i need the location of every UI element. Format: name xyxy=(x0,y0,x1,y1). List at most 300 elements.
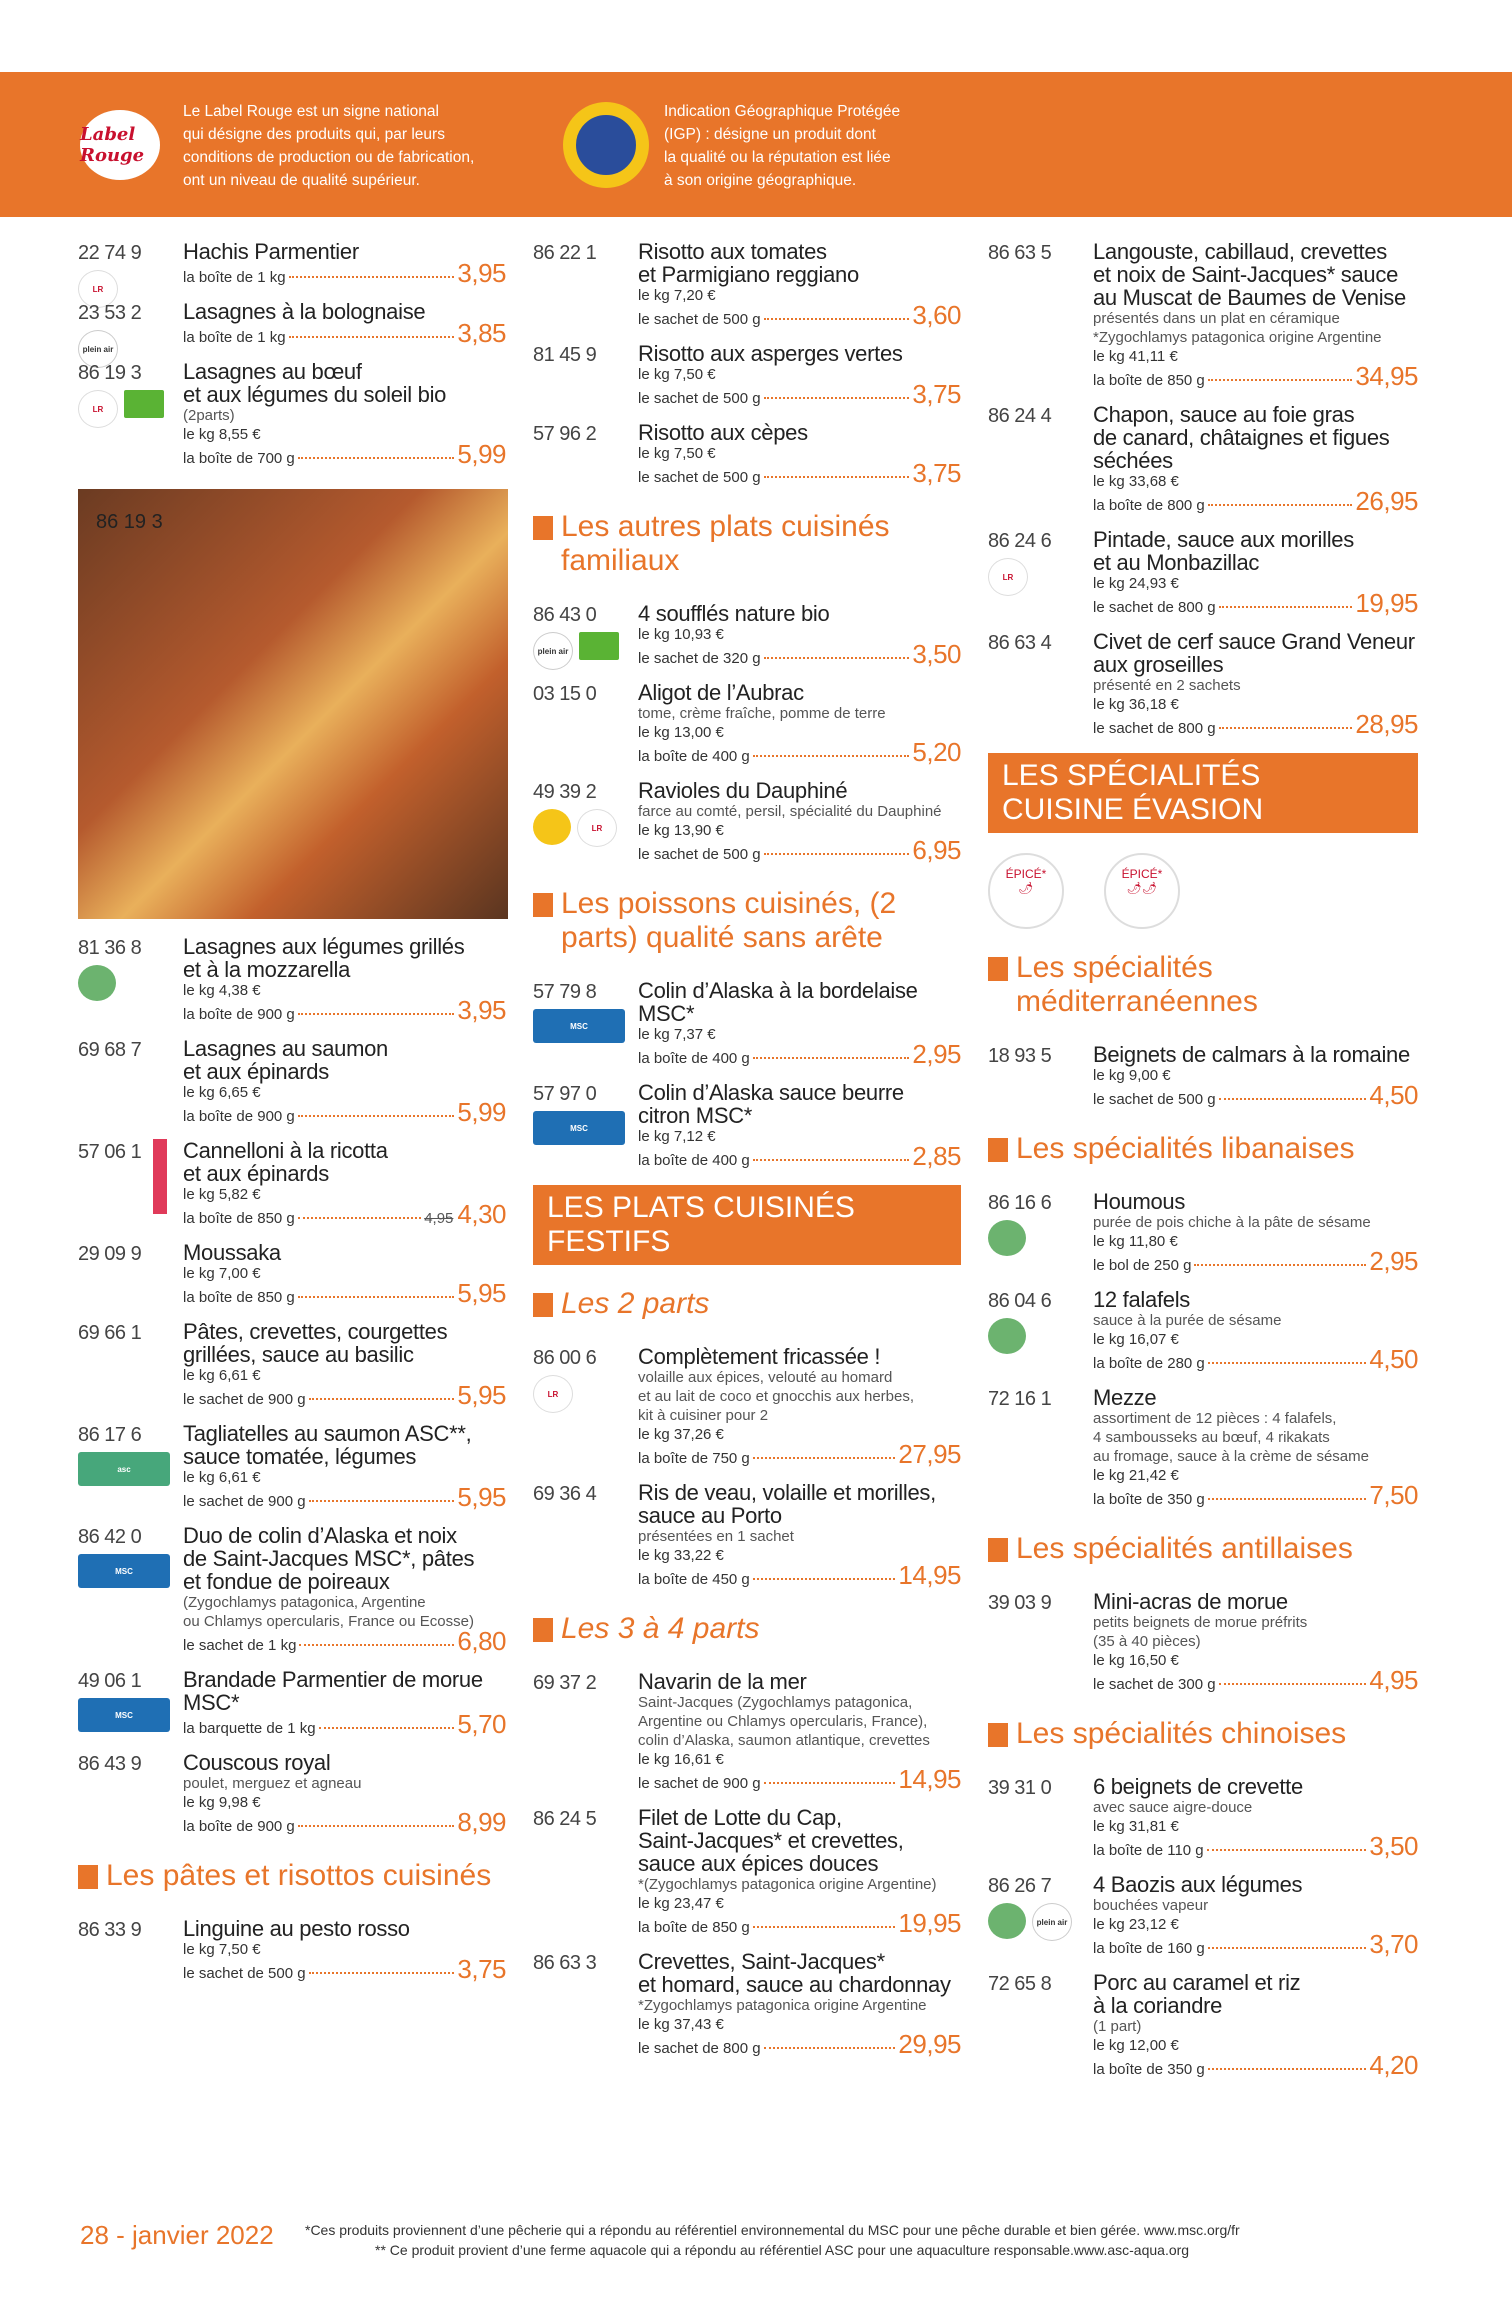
dot-leader xyxy=(753,1926,896,1928)
lasagna-photo xyxy=(78,489,508,919)
price: 26,95 xyxy=(1355,486,1418,516)
price-line xyxy=(1093,2050,1418,2080)
price: 6,95 xyxy=(912,835,961,865)
product-description: colin d’Alaska, saumon atlantique, crevettes xyxy=(638,1732,930,1749)
section-title: Les spécialités antillaises xyxy=(988,1532,1418,1566)
product-name: Pâtes, crevettes, courgettes xyxy=(183,1319,448,1344)
product-item xyxy=(533,602,961,669)
price-per-kg: le kg 24,93 € xyxy=(1093,575,1179,592)
product-body xyxy=(1093,1971,1418,2080)
price: 34,95 xyxy=(1355,361,1418,391)
price: 3,60 xyxy=(912,300,961,330)
product-badges xyxy=(988,558,1028,596)
igp-logo xyxy=(563,102,649,188)
package-label: la boîte de 850 g xyxy=(183,1289,295,1306)
product-item xyxy=(988,1043,1418,1110)
product-code: 72 65 8 xyxy=(988,1973,1052,1995)
package-label: la boîte de 700 g xyxy=(183,450,295,467)
package-label: la boîte de 400 g xyxy=(638,748,750,765)
product-code: 86 16 6 xyxy=(988,1192,1052,1214)
price-per-kg: le kg 41,11 € xyxy=(1093,348,1178,365)
price-per-kg: le kg 33,68 € xyxy=(1093,473,1179,490)
price-per-kg: le kg 7,50 € xyxy=(638,366,716,383)
product-name: Chapon, sauce au foie gras xyxy=(1093,402,1355,427)
product-name: sauce tomatée, légumes xyxy=(183,1444,417,1469)
column-1 xyxy=(78,240,506,1996)
product-code: 39 31 0 xyxy=(988,1777,1052,1799)
product-name: de Saint-Jacques MSC*, pâtes xyxy=(183,1546,475,1571)
price: 5,95 xyxy=(457,1482,506,1512)
price-per-kg: le kg 37,26 € xyxy=(638,1426,724,1443)
product-code: 03 15 0 xyxy=(533,683,597,705)
price-per-kg: le kg 21,42 € xyxy=(1093,1467,1179,1484)
package-label: le sachet de 500 g xyxy=(1093,1091,1216,1108)
product-item xyxy=(78,1139,506,1229)
price-line xyxy=(183,258,506,288)
product-name: et Parmigiano reggiano xyxy=(638,262,859,287)
column-2 xyxy=(533,240,961,2071)
package-label: le sachet de 300 g xyxy=(1093,1676,1216,1693)
info-banner xyxy=(0,72,1512,217)
price: 19,95 xyxy=(1355,588,1418,618)
price: 3,50 xyxy=(912,639,961,669)
product-name: Linguine au pesto rosso xyxy=(183,1916,410,1941)
product-name: Complètement fricassée ! xyxy=(638,1344,881,1369)
product-badges xyxy=(533,809,617,847)
label-rouge-text xyxy=(183,100,474,192)
vegetarian-icon xyxy=(988,1318,1026,1354)
product-badges xyxy=(533,1111,625,1145)
dot-leader xyxy=(309,1972,455,1974)
product-item xyxy=(533,979,961,1069)
package-label: le sachet de 900 g xyxy=(638,1775,761,1792)
price-per-kg: le kg 12,00 € xyxy=(1093,2037,1179,2054)
price-per-kg: le kg 6,65 € xyxy=(183,1084,261,1101)
product-description: assortiment de 12 pièces : 4 falafels, xyxy=(1093,1410,1337,1427)
product-name: au Muscat de Baumes de Venise xyxy=(1093,285,1406,310)
product-body xyxy=(638,1670,961,1794)
banner-line: qui désigne des produits qui, par leurs xyxy=(183,126,445,143)
product-name: Filet de Lotte du Cap, xyxy=(638,1805,842,1830)
product-item xyxy=(988,528,1418,618)
product-code: 86 42 0 xyxy=(78,1526,142,1548)
dot-leader xyxy=(1219,1098,1367,1100)
product-name: MSC* xyxy=(638,1001,695,1026)
price-line xyxy=(638,2029,961,2059)
product-item xyxy=(533,240,961,330)
product-description: (2parts) xyxy=(183,407,235,424)
banner-line: ont un niveau de qualité supérieur. xyxy=(183,172,420,189)
product-body xyxy=(183,1668,506,1739)
dot-leader xyxy=(1207,1849,1367,1851)
dot-leader xyxy=(753,1159,910,1161)
package-label: la boîte de 450 g xyxy=(638,1571,750,1588)
msc-icon: MSC xyxy=(533,1009,625,1043)
product-name: Hachis Parmentier xyxy=(183,239,359,264)
price: 2,95 xyxy=(1369,1246,1418,1276)
product-item xyxy=(988,1873,1418,1959)
product-code: 86 24 5 xyxy=(533,1808,597,1830)
product-description: petits beignets de morue préfrits xyxy=(1093,1614,1308,1631)
product-body xyxy=(638,681,961,767)
dot-leader xyxy=(319,1727,455,1729)
price-per-kg: le kg 4,38 € xyxy=(183,982,261,999)
product-body xyxy=(638,1806,961,1938)
price-per-kg: le kg 33,22 € xyxy=(638,1547,724,1564)
section-title: Les poissons cuisinés, (2 parts) qualité sans arête xyxy=(533,887,961,955)
product-item xyxy=(78,1668,506,1739)
product-body xyxy=(183,1139,506,1229)
label-rouge-icon: LR xyxy=(577,809,617,847)
product-item xyxy=(533,1950,961,2059)
product-name: Duo de colin d’Alaska et noix xyxy=(183,1523,457,1548)
section-title: Les spécialités chinoises xyxy=(988,1717,1418,1751)
igp-text xyxy=(664,100,900,192)
price: 6,80 xyxy=(457,1626,506,1656)
product-code: 86 17 6 xyxy=(78,1424,142,1446)
product-body xyxy=(1093,1043,1418,1110)
page-footer: 28 - janvier 2022 xyxy=(80,2220,274,2250)
dot-leader xyxy=(1208,2068,1367,2070)
price-line xyxy=(183,1807,506,1837)
product-name: et aux légumes du soleil bio xyxy=(183,382,447,407)
package-label: la boîte de 110 g xyxy=(1093,1842,1204,1859)
dot-leader xyxy=(1219,727,1353,729)
package-label: la boîte de 850 g xyxy=(1093,372,1205,389)
product-item xyxy=(533,342,961,409)
dot-leader xyxy=(1208,504,1353,506)
label-rouge-logo xyxy=(80,110,160,180)
product-name: Lasagnes à la bolognaise xyxy=(183,299,426,324)
product-code: 57 79 8 xyxy=(533,981,597,1003)
product-name: Risotto aux tomates xyxy=(638,239,827,264)
product-description: (1 part) xyxy=(1093,2018,1142,2035)
price-line xyxy=(1093,588,1418,618)
package-label: la boîte de 900 g xyxy=(183,1108,295,1125)
product-name: Pintade, sauce aux morilles xyxy=(1093,527,1354,552)
product-code: 86 04 6 xyxy=(988,1290,1052,1312)
product-body xyxy=(1093,1386,1418,1510)
product-code: 22 74 9 xyxy=(78,242,142,264)
product-name: Lasagnes au bœuf xyxy=(183,359,362,384)
price-per-kg: le kg 13,00 € xyxy=(638,724,724,741)
price: 5,95 xyxy=(457,1278,506,1308)
product-body xyxy=(183,300,506,348)
product-item xyxy=(533,1345,961,1469)
product-item xyxy=(78,360,506,469)
product-body xyxy=(638,779,961,865)
dot-leader xyxy=(298,1217,421,1219)
product-item xyxy=(78,935,506,1025)
price-line xyxy=(183,1097,506,1127)
price-per-kg: le kg 23,12 € xyxy=(1093,1916,1179,1933)
label-rouge-icon: LR xyxy=(78,270,118,308)
product-name: Navarin de la mer xyxy=(638,1669,807,1694)
product-description: *Zygochlamys patagonica origine Argentine xyxy=(1093,329,1382,346)
msc-icon: MSC xyxy=(533,1111,625,1145)
product-name: Ravioles du Dauphiné xyxy=(638,778,848,803)
product-name: Cannelloni à la ricotta xyxy=(183,1138,388,1163)
product-name: Moussaka xyxy=(183,1240,281,1265)
product-name: et noix de Saint-Jacques* sauce xyxy=(1093,262,1399,287)
product-item xyxy=(533,1081,961,1171)
price-line xyxy=(1093,1344,1418,1374)
product-name: sauce au Porto xyxy=(638,1503,782,1528)
vegetarian-icon xyxy=(988,1903,1026,1939)
dot-leader xyxy=(1219,1683,1367,1685)
dot-leader xyxy=(1219,606,1353,608)
product-name: Risotto aux cèpes xyxy=(638,420,808,445)
label-rouge-icon: LR xyxy=(78,390,118,428)
product-name: Lasagnes au saumon xyxy=(183,1036,388,1061)
product-item xyxy=(533,1481,961,1590)
price-line xyxy=(1093,1480,1418,1510)
product-description: et au lait de coco et gnocchis aux herbes, xyxy=(638,1388,915,1405)
dot-leader xyxy=(764,476,910,478)
bio-icon xyxy=(579,632,619,660)
price-per-kg: le kg 31,81 € xyxy=(1093,1818,1179,1835)
dot-leader xyxy=(1208,1362,1367,1364)
product-item xyxy=(78,1422,506,1512)
product-code: 86 63 5 xyxy=(988,242,1052,264)
product-badges xyxy=(533,1375,573,1413)
product-code: 49 06 1 xyxy=(78,1670,142,1692)
price-per-kg: le kg 16,07 € xyxy=(1093,1331,1179,1348)
product-item xyxy=(988,1386,1418,1510)
banner-line: la qualité ou la réputation est liée xyxy=(664,149,891,166)
product-name: sauce aux épices douces xyxy=(638,1851,879,1876)
price-line xyxy=(1093,1665,1418,1695)
spice-label: ÉPICÉ* xyxy=(1005,867,1047,881)
product-name: Ris de veau, volaille et morilles, xyxy=(638,1480,936,1505)
product-description: avec sauce aigre-douce xyxy=(1093,1799,1253,1816)
product-item xyxy=(78,1524,506,1656)
igp-icon xyxy=(533,809,571,845)
price: 7,50 xyxy=(1369,1480,1418,1510)
dot-leader xyxy=(298,1115,455,1117)
package-label: la boîte de 350 g xyxy=(1093,1491,1205,1508)
product-code: 86 00 6 xyxy=(533,1347,597,1369)
product-item xyxy=(988,403,1418,516)
product-item xyxy=(533,421,961,488)
price-line xyxy=(638,1141,961,1171)
package-label: la boîte de 850 g xyxy=(638,1919,750,1936)
product-description: Saint-Jacques (Zygochlamys patagonica, xyxy=(638,1694,913,1711)
price-line xyxy=(638,1560,961,1590)
product-body xyxy=(638,1345,961,1469)
dot-leader xyxy=(298,1013,455,1015)
price-line xyxy=(638,458,961,488)
price-line xyxy=(183,1380,506,1410)
vegetarian-icon xyxy=(988,1220,1026,1256)
package-label: le sachet de 800 g xyxy=(1093,720,1216,737)
package-label: le sachet de 900 g xyxy=(183,1493,306,1510)
festive-banner: LES PLATS CUISINÉS FESTIFS xyxy=(533,1185,961,1265)
product-description: kit à cuisiner pour 2 xyxy=(638,1407,769,1424)
dot-leader xyxy=(753,1578,896,1580)
product-code: 23 53 2 xyxy=(78,302,142,324)
product-description: Argentine ou Chlamys opercularis, France), xyxy=(638,1713,928,1730)
price-line xyxy=(183,995,506,1025)
product-body xyxy=(638,421,961,488)
package-label: le sachet de 1 kg xyxy=(183,1637,297,1654)
package-label: le sachet de 900 g xyxy=(183,1391,306,1408)
product-description: farce au comté, persil, spécialité du Dauphiné xyxy=(638,803,942,820)
price: 3,75 xyxy=(912,379,961,409)
footnote-msc: *Ces produits proviennent d’une pêcherie qui a répondu au référentiel environnemental du MSC pour une pêche durable et bien gérée. www.msc.org/fr xyxy=(305,2222,1240,2238)
product-name: Couscous royal xyxy=(183,1750,331,1775)
product-name: Mini-acras de morue xyxy=(1093,1589,1288,1614)
label-rouge-logo-text: Label Rouge xyxy=(80,124,145,166)
dot-leader xyxy=(1208,1498,1367,1500)
msc-icon: MSC xyxy=(78,1554,170,1588)
package-label: la barquette de 1 kg xyxy=(183,1720,316,1737)
product-description: purée de pois chiche à la pâte de sésame xyxy=(1093,1214,1371,1231)
product-description: présentées en 1 sachet xyxy=(638,1528,794,1545)
section-title: Les 2 parts xyxy=(533,1287,961,1321)
package-label: la boîte de 280 g xyxy=(1093,1355,1205,1372)
dot-leader xyxy=(298,457,455,459)
dot-leader xyxy=(764,318,910,320)
dot-leader xyxy=(1208,379,1353,381)
product-code: 49 39 2 xyxy=(533,781,597,803)
product-name: de canard, châtaignes et figues xyxy=(1093,425,1390,450)
product-body xyxy=(183,935,506,1025)
product-body xyxy=(638,1950,961,2059)
section-title: Les 3 à 4 parts xyxy=(533,1612,961,1646)
price: 5,70 xyxy=(457,1709,506,1739)
product-code: 69 66 1 xyxy=(78,1322,142,1344)
price: 5,95 xyxy=(457,1380,506,1410)
product-code: 86 33 9 xyxy=(78,1919,142,1941)
product-body xyxy=(183,1422,506,1512)
package-label: la boîte de 350 g xyxy=(1093,2061,1205,2078)
label-rouge-icon: LR xyxy=(533,1375,573,1413)
dot-leader xyxy=(753,755,910,757)
product-body xyxy=(1093,1873,1418,1959)
price: 3,70 xyxy=(1369,1929,1418,1959)
price: 19,95 xyxy=(898,1908,961,1938)
product-body xyxy=(1093,630,1418,739)
product-code: 86 43 9 xyxy=(78,1753,142,1775)
product-code: 57 06 1 xyxy=(78,1141,142,1163)
product-name: Porc au caramel et riz xyxy=(1093,1970,1301,1995)
price-per-kg: le kg 9,98 € xyxy=(183,1794,261,1811)
package-label: la boîte de 850 g xyxy=(183,1210,295,1227)
product-body xyxy=(183,1917,506,1984)
banner-line: conditions de production ou de fabrication, xyxy=(183,149,475,166)
product-code: 86 24 6 xyxy=(988,530,1052,552)
product-description: ou Chlamys opercularis, France ou Ecosse) xyxy=(183,1613,474,1630)
product-body xyxy=(1093,403,1418,516)
price-per-kg: le kg 16,50 € xyxy=(1093,1652,1179,1669)
product-name: et fondue de poireaux xyxy=(183,1569,390,1594)
product-description: volaille aux épices, velouté au homard xyxy=(638,1369,893,1386)
product-item xyxy=(78,239,506,294)
price-line xyxy=(1093,1080,1418,1110)
package-label: le sachet de 500 g xyxy=(638,846,761,863)
product-description: tome, crème fraîche, pomme de terre xyxy=(638,705,886,722)
product-description: *Zygochlamys patagonica origine Argentine xyxy=(638,1997,927,2014)
dot-leader xyxy=(309,1398,455,1400)
product-item xyxy=(988,1971,1418,2080)
product-body xyxy=(1093,1190,1418,1276)
product-name: et aux épinards xyxy=(183,1059,329,1084)
column-3 xyxy=(988,240,1418,2092)
product-name: Saint-Jacques* et crevettes, xyxy=(638,1828,904,1853)
product-name: Brandade Parmentier de morue xyxy=(183,1667,483,1692)
price: 3,75 xyxy=(912,458,961,488)
price-line xyxy=(638,639,961,669)
product-body xyxy=(1093,1590,1418,1695)
section-title: Les pâtes et risottos cuisinés xyxy=(78,1859,506,1893)
package-label: la boîte de 900 g xyxy=(183,1006,295,1023)
product-body xyxy=(1093,240,1418,391)
price: 3,75 xyxy=(457,1954,506,1984)
package-label: la boîte de 800 g xyxy=(1093,497,1205,514)
product-name: aux groseilles xyxy=(1093,652,1224,677)
product-name: et au Monbazillac xyxy=(1093,550,1260,575)
evasion-banner-line: LES SPÉCIALITÉS xyxy=(1002,759,1261,792)
product-name: et à la mozzarella xyxy=(183,957,351,982)
price-per-kg: le kg 16,61 € xyxy=(638,1751,724,1768)
product-name: Mezze xyxy=(1093,1385,1157,1410)
product-body xyxy=(638,342,961,409)
price-line xyxy=(638,1439,961,1469)
product-item xyxy=(78,1241,506,1308)
product-item xyxy=(533,779,961,865)
package-label: la boîte de 1 kg xyxy=(183,329,286,346)
banner-line: à son origine géographique. xyxy=(664,172,857,189)
dot-leader xyxy=(753,1057,910,1059)
price: 2,85 xyxy=(912,1141,961,1171)
evasion-banner xyxy=(988,753,1418,833)
product-item xyxy=(988,1590,1418,1695)
price-per-kg: le kg 23,47 € xyxy=(638,1895,724,1912)
product-badges xyxy=(533,632,619,670)
price-per-kg: le kg 8,55 € xyxy=(183,426,261,443)
old-price: 4,95 xyxy=(424,1210,454,1227)
product-name: grillées, sauce au basilic xyxy=(183,1342,414,1367)
product-name: à la coriandre xyxy=(1093,1993,1223,2018)
product-code: 86 22 1 xyxy=(533,242,597,264)
product-item xyxy=(78,1917,506,1984)
package-label: la boîte de 1 kg xyxy=(183,269,286,286)
price: 4,50 xyxy=(1369,1080,1418,1110)
price: 4,50 xyxy=(1369,1344,1418,1374)
product-badges xyxy=(78,1554,170,1588)
price-per-kg: le kg 6,61 € xyxy=(183,1367,261,1384)
product-code: 86 43 0 xyxy=(533,604,597,626)
product-body xyxy=(638,240,961,330)
vegetarian-icon xyxy=(78,965,116,1001)
product-item xyxy=(988,1775,1418,1861)
dot-leader xyxy=(1208,1947,1367,1949)
product-code: 69 37 2 xyxy=(533,1672,597,1694)
product-body xyxy=(1093,528,1418,618)
product-badges xyxy=(78,1452,170,1486)
section-title: Les spécialités libanaises xyxy=(988,1132,1418,1166)
dot-leader xyxy=(764,397,910,399)
product-name: Colin d’Alaska sauce beurre xyxy=(638,1080,904,1105)
product-badges xyxy=(988,1318,1026,1354)
price: 28,95 xyxy=(1355,709,1418,739)
product-body xyxy=(183,360,506,469)
product-name: 4 Baozis aux légumes xyxy=(1093,1872,1303,1897)
product-body xyxy=(1093,1288,1418,1374)
product-item xyxy=(988,630,1418,739)
product-item xyxy=(78,1037,506,1127)
